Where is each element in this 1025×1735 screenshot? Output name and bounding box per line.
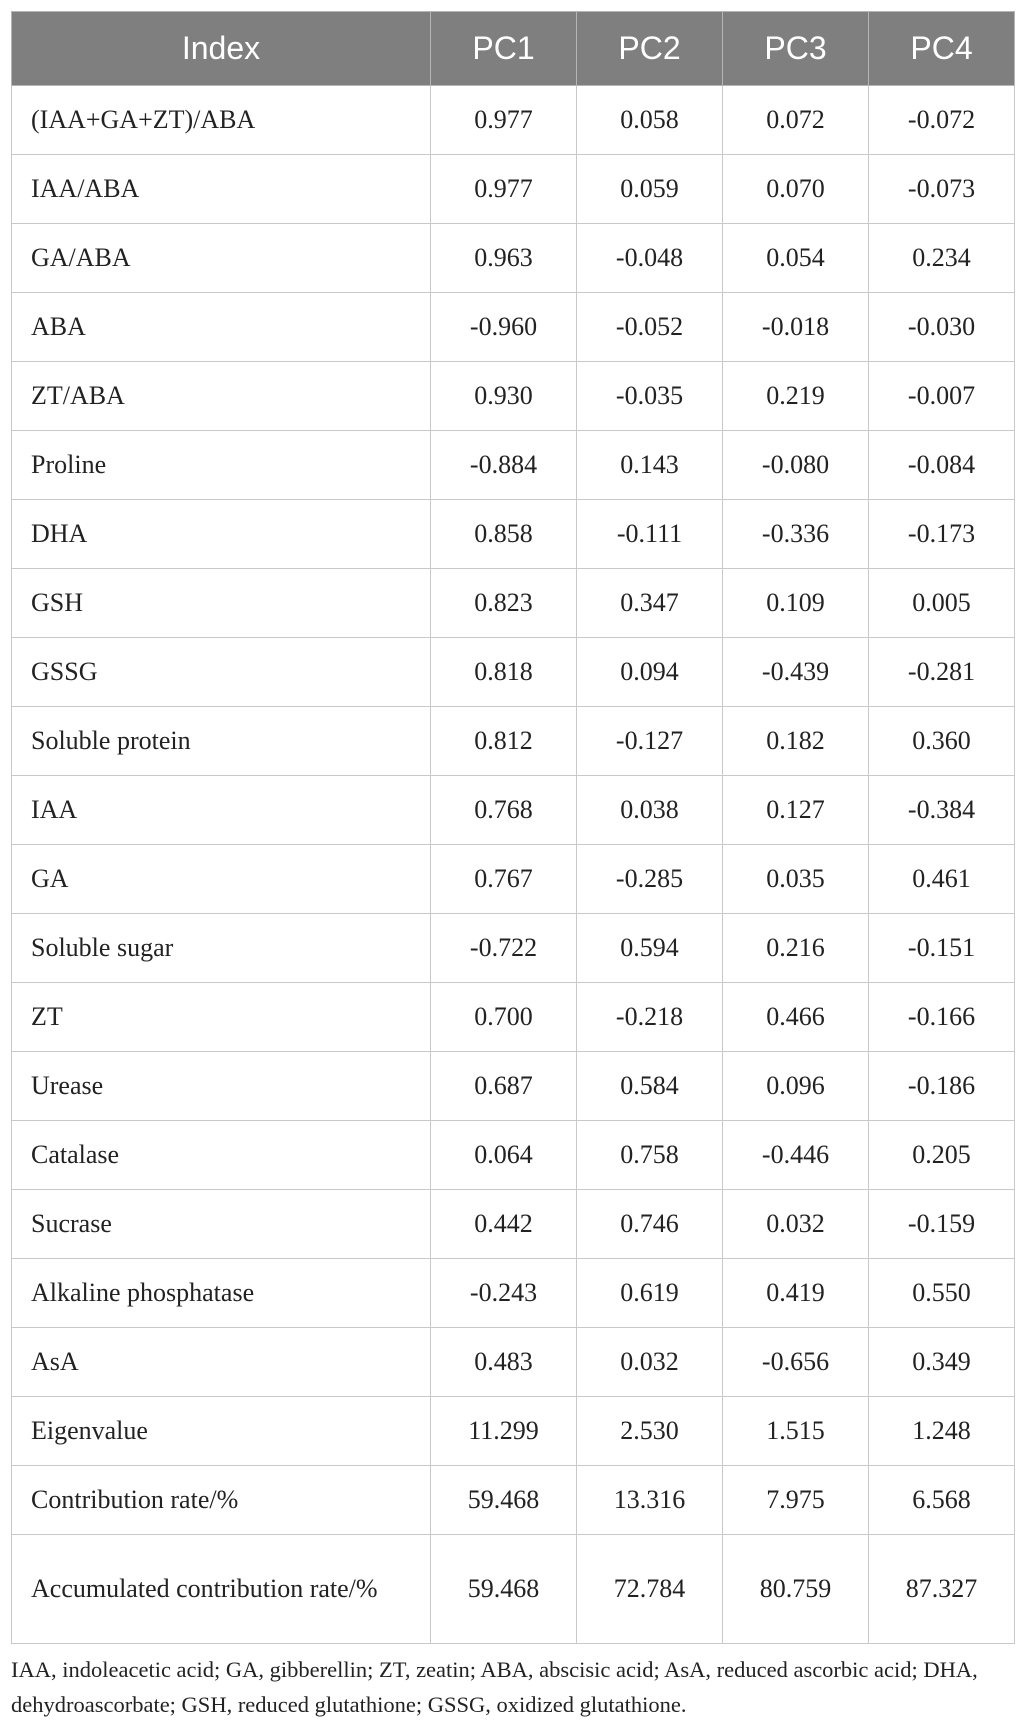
cell-pc2: -0.035: [577, 362, 723, 431]
table-row: [12, 1466, 1015, 1535]
cell-pc3: 0.070: [723, 155, 869, 224]
cell-pc4: 0.234: [869, 224, 1015, 293]
header-index: Index: [12, 12, 431, 86]
cell-pc2: 0.758: [577, 1121, 723, 1190]
cell-pc2: 0.038: [577, 776, 723, 845]
cell-pc1: 59.468: [431, 1466, 577, 1535]
cell-pc4: 0.005: [869, 569, 1015, 638]
cell-pc1: 0.442: [431, 1190, 577, 1259]
cell-pc2: -0.111: [577, 500, 723, 569]
table-row: [12, 707, 1015, 776]
row-label: Proline: [12, 431, 431, 500]
table-row: [12, 500, 1015, 569]
cell-pc3: 0.096: [723, 1052, 869, 1121]
cell-pc1: 0.812: [431, 707, 577, 776]
row-label: Urease: [12, 1052, 431, 1121]
cell-pc3: -0.018: [723, 293, 869, 362]
cell-pc1: 0.064: [431, 1121, 577, 1190]
cell-pc1: -0.960: [431, 293, 577, 362]
cell-pc3: 0.109: [723, 569, 869, 638]
cell-pc3: 0.035: [723, 845, 869, 914]
cell-pc2: 0.059: [577, 155, 723, 224]
row-label: Soluble sugar: [12, 914, 431, 983]
cell-pc1: 59.468: [431, 1535, 577, 1644]
table-row: [12, 224, 1015, 293]
table-row: [12, 1052, 1015, 1121]
cell-pc3: 0.219: [723, 362, 869, 431]
cell-pc1: 0.977: [431, 155, 577, 224]
cell-pc3: 0.419: [723, 1259, 869, 1328]
cell-pc3: 0.054: [723, 224, 869, 293]
header-pc4: PC4: [869, 12, 1015, 86]
cell-pc4: 0.461: [869, 845, 1015, 914]
cell-pc3: -0.446: [723, 1121, 869, 1190]
cell-pc1: 0.963: [431, 224, 577, 293]
row-label: Alkaline phosphatase: [12, 1259, 431, 1328]
cell-pc2: 13.316: [577, 1466, 723, 1535]
cell-pc1: 11.299: [431, 1397, 577, 1466]
cell-pc2: 0.619: [577, 1259, 723, 1328]
table-row: [12, 569, 1015, 638]
cell-pc4: -0.159: [869, 1190, 1015, 1259]
table-row: [12, 431, 1015, 500]
cell-pc3: -0.439: [723, 638, 869, 707]
cell-pc4: 1.248: [869, 1397, 1015, 1466]
cell-pc2: -0.048: [577, 224, 723, 293]
row-label: AsA: [12, 1328, 431, 1397]
row-label: ZT/ABA: [12, 362, 431, 431]
cell-pc3: -0.656: [723, 1328, 869, 1397]
row-label: Sucrase: [12, 1190, 431, 1259]
cell-pc4: -0.173: [869, 500, 1015, 569]
row-label: (IAA+GA+ZT)/ABA: [12, 86, 431, 155]
table-container: [11, 11, 1014, 1644]
cell-pc3: -0.080: [723, 431, 869, 500]
table-row: [12, 983, 1015, 1052]
cell-pc1: -0.884: [431, 431, 577, 500]
table-row: [12, 638, 1015, 707]
row-label: Catalase: [12, 1121, 431, 1190]
cell-pc4: -0.030: [869, 293, 1015, 362]
cell-pc2: -0.285: [577, 845, 723, 914]
row-label: IAA: [12, 776, 431, 845]
header-pc3: PC3: [723, 12, 869, 86]
cell-pc1: -0.243: [431, 1259, 577, 1328]
cell-pc3: 0.127: [723, 776, 869, 845]
row-label: Eigenvalue: [12, 1397, 431, 1466]
header-pc2: PC2: [577, 12, 723, 86]
table-row: [12, 1259, 1015, 1328]
cell-pc2: 2.530: [577, 1397, 723, 1466]
cell-pc3: 0.466: [723, 983, 869, 1052]
row-label: GA: [12, 845, 431, 914]
cell-pc4: -0.186: [869, 1052, 1015, 1121]
cell-pc2: -0.052: [577, 293, 723, 362]
table-row: [12, 1121, 1015, 1190]
table-row: [12, 86, 1015, 155]
row-label: GSH: [12, 569, 431, 638]
table-row: [12, 845, 1015, 914]
table-row: [12, 1397, 1015, 1466]
cell-pc1: 0.687: [431, 1052, 577, 1121]
cell-pc1: 0.483: [431, 1328, 577, 1397]
header-row: [12, 12, 1015, 86]
header-pc1: PC1: [431, 12, 577, 86]
pca-loadings-table: [11, 11, 1015, 1644]
cell-pc2: 0.594: [577, 914, 723, 983]
cell-pc4: -0.281: [869, 638, 1015, 707]
row-label: GSSG: [12, 638, 431, 707]
cell-pc2: 0.584: [577, 1052, 723, 1121]
row-label: Contribution rate/%: [12, 1466, 431, 1535]
table-footnote: IAA, indoleacetic acid; GA, gibberellin; ZT, zeatin; ABA, abscisic acid; AsA, reduced ascorbic acid; DHA, dehydroascorbate; GSH, reduced glutathione; GSSG, oxidized glutathione.: [11, 1657, 978, 1717]
cell-pc3: 0.072: [723, 86, 869, 155]
cell-pc4: 0.349: [869, 1328, 1015, 1397]
cell-pc1: 0.700: [431, 983, 577, 1052]
cell-pc1: 0.767: [431, 845, 577, 914]
cell-pc4: 0.360: [869, 707, 1015, 776]
cell-pc4: 87.327: [869, 1535, 1015, 1644]
cell-pc1: 0.930: [431, 362, 577, 431]
row-label: DHA: [12, 500, 431, 569]
table-row: [12, 155, 1015, 224]
cell-pc2: -0.218: [577, 983, 723, 1052]
cell-pc2: -0.127: [577, 707, 723, 776]
row-label: ZT: [12, 983, 431, 1052]
cell-pc2: 0.143: [577, 431, 723, 500]
cell-pc4: -0.084: [869, 431, 1015, 500]
cell-pc2: 72.784: [577, 1535, 723, 1644]
cell-pc3: -0.336: [723, 500, 869, 569]
table-row: [12, 362, 1015, 431]
cell-pc4: -0.166: [869, 983, 1015, 1052]
cell-pc3: 80.759: [723, 1535, 869, 1644]
row-label: GA/ABA: [12, 224, 431, 293]
cell-pc2: 0.746: [577, 1190, 723, 1259]
cell-pc1: 0.858: [431, 500, 577, 569]
table-row: [12, 293, 1015, 362]
cell-pc2: 0.094: [577, 638, 723, 707]
cell-pc1: -0.722: [431, 914, 577, 983]
cell-pc4: -0.007: [869, 362, 1015, 431]
cell-pc2: 0.058: [577, 86, 723, 155]
cell-pc4: -0.384: [869, 776, 1015, 845]
cell-pc4: 0.205: [869, 1121, 1015, 1190]
row-label: Soluble protein: [12, 707, 431, 776]
row-label: IAA/ABA: [12, 155, 431, 224]
row-label: Accumulated contribution rate/%: [12, 1535, 431, 1644]
cell-pc1: 0.768: [431, 776, 577, 845]
cell-pc4: -0.073: [869, 155, 1015, 224]
cell-pc3: 7.975: [723, 1466, 869, 1535]
cell-pc2: 0.032: [577, 1328, 723, 1397]
table-row: [12, 1190, 1015, 1259]
cell-pc1: 0.977: [431, 86, 577, 155]
table-row: [12, 776, 1015, 845]
cell-pc3: 1.515: [723, 1397, 869, 1466]
cell-pc2: 0.347: [577, 569, 723, 638]
cell-pc1: 0.818: [431, 638, 577, 707]
cell-pc3: 0.032: [723, 1190, 869, 1259]
cell-pc3: 0.182: [723, 707, 869, 776]
cell-pc4: 0.550: [869, 1259, 1015, 1328]
cell-pc4: -0.151: [869, 914, 1015, 983]
row-label: ABA: [12, 293, 431, 362]
cell-pc1: 0.823: [431, 569, 577, 638]
cell-pc3: 0.216: [723, 914, 869, 983]
cell-pc4: 6.568: [869, 1466, 1015, 1535]
table-row: [12, 1328, 1015, 1397]
cell-pc4: -0.072: [869, 86, 1015, 155]
table-row: [12, 914, 1015, 983]
table-row: [12, 1535, 1015, 1644]
